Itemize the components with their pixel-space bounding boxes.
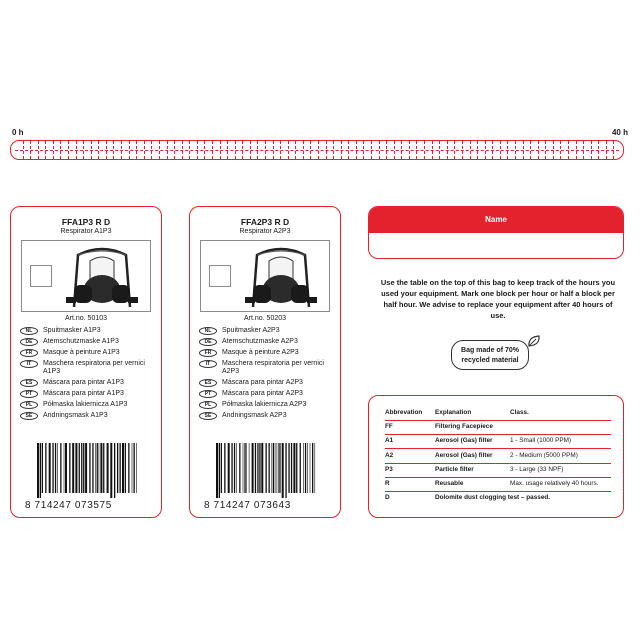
tracker-block-divider <box>242 141 243 159</box>
country-badge: IT <box>199 360 217 368</box>
country-badge: PT <box>20 390 38 398</box>
language-item <box>199 390 334 398</box>
tracker-block-divider <box>530 141 531 159</box>
language-text: Półmaska lakiernicza A1P3 <box>43 401 128 408</box>
barcode-bar <box>64 443 65 493</box>
tracker-block-divider <box>204 141 205 159</box>
barcode-bar <box>89 443 90 493</box>
language-list <box>199 327 334 423</box>
tracker-block-divider <box>174 141 175 159</box>
barcode-bar <box>117 443 118 493</box>
barcode-bar <box>303 443 304 493</box>
tracker-block-divider <box>189 141 190 159</box>
barcode-bar <box>107 443 109 493</box>
table-cell: A2 <box>385 451 394 459</box>
tracker-block-divider <box>182 141 183 159</box>
tracker-block-divider <box>113 141 114 159</box>
country-badge: DE <box>199 338 217 346</box>
barcode-bar <box>315 443 316 493</box>
barcode-bar <box>269 443 270 493</box>
tracker-block-divider <box>613 141 614 159</box>
tracker-block-divider <box>273 141 274 159</box>
barcode-bar <box>132 443 133 493</box>
barcode-image <box>216 443 316 498</box>
language-item <box>199 379 334 387</box>
tracker-block-divider <box>326 141 327 159</box>
barcode-bar <box>221 443 222 493</box>
tracker-block-divider <box>591 141 592 159</box>
barcode-bar <box>255 443 256 493</box>
tracker-block-divider <box>545 141 546 159</box>
barcode-bar <box>100 443 102 493</box>
usage-tracker[interactable] <box>10 140 624 160</box>
barcode-bar <box>278 443 279 493</box>
barcode-bar <box>259 443 260 493</box>
name-field[interactable] <box>369 233 623 258</box>
tracker-block-divider <box>492 141 493 159</box>
barcode-bar <box>122 443 124 493</box>
tracker-block-divider <box>136 141 137 159</box>
tracker-block-divider <box>129 141 130 159</box>
barcode-bar <box>300 443 301 493</box>
barcode-bar <box>40 443 41 498</box>
language-text: Andningsmask A2P3 <box>222 412 287 419</box>
barcode-bar <box>110 443 112 498</box>
barcode-bar <box>75 443 77 493</box>
tracker-block-divider <box>401 141 402 159</box>
tracker-block-divider <box>91 141 92 159</box>
tracker-block-divider <box>227 141 228 159</box>
barcode-bar <box>65 443 67 493</box>
barcode-bar <box>285 443 286 498</box>
barcode-bar <box>81 443 82 493</box>
barcode-bar <box>266 443 267 493</box>
tracker-block-divider <box>515 141 516 159</box>
barcode-bar <box>85 443 87 493</box>
tracker-block-divider <box>348 141 349 159</box>
tracker-block-divider <box>424 141 425 159</box>
table-cell: Max. usage relatively 40 hours. <box>510 480 599 487</box>
barcode-bar <box>55 443 56 493</box>
tracker-block-divider <box>295 141 296 159</box>
language-text: Masque à peinture A2P3 <box>222 349 299 356</box>
tracker-block-divider <box>606 141 607 159</box>
language-item <box>199 338 334 346</box>
tracker-block-divider <box>416 141 417 159</box>
barcode-bar <box>60 443 61 493</box>
country-badge: ES <box>20 379 38 387</box>
product-subtitle: Respirator A2P3 <box>239 228 291 235</box>
language-text: Maschera respiratoria per vernici A1P3 <box>43 360 145 375</box>
language-item <box>199 360 334 376</box>
barcode-bar <box>288 443 289 493</box>
product-card-a2p3 <box>189 206 341 518</box>
language-item <box>20 390 155 398</box>
table-cell: 1 - Small (1000 PPM) <box>510 437 572 445</box>
barcode-bar <box>305 443 306 493</box>
barcode-bar <box>312 443 313 493</box>
barcode-bar <box>296 443 297 493</box>
tracker-block-divider <box>38 141 39 159</box>
tracker-block-divider <box>477 141 478 159</box>
tracker-block-divider <box>394 141 395 159</box>
barcode-bar <box>95 443 96 493</box>
country-badge: NL <box>20 327 38 335</box>
barcode-bar <box>125 443 126 493</box>
product-subtitle: Respirator A1P3 <box>60 228 112 235</box>
tracker-block-divider <box>76 141 77 159</box>
tracker-block-divider <box>318 141 319 159</box>
product-photo-frame <box>21 240 151 312</box>
barcode-number: 8 714247 073643 <box>204 500 291 511</box>
tracker-block-divider <box>257 141 258 159</box>
barcode-bar <box>291 443 292 493</box>
barcode-bar <box>310 443 311 493</box>
table-header-cell: Class. <box>510 409 529 416</box>
barcode-bar <box>216 443 218 498</box>
tracker-block-divider <box>447 141 448 159</box>
table-row <box>385 434 611 449</box>
product-photo-frame <box>200 240 330 312</box>
language-item <box>20 349 155 357</box>
table-header-cell: Explanation <box>435 409 472 416</box>
table-cell: FF <box>385 423 393 431</box>
country-badge: PL <box>199 401 217 409</box>
tracker-block-divider <box>23 141 24 159</box>
tracker-block-divider <box>197 141 198 159</box>
tracker-block-divider <box>583 141 584 159</box>
barcode-bar <box>103 443 104 493</box>
language-text: Máscara para pintar A2P3 <box>222 390 303 397</box>
respirator-mask-image <box>239 245 323 309</box>
table-row <box>385 491 611 505</box>
language-item <box>199 412 334 420</box>
barcode-number: 8 714247 073575 <box>25 500 112 511</box>
barcode-bar <box>224 443 225 493</box>
barcode-bar <box>99 443 100 493</box>
leaf-icon <box>526 333 542 349</box>
barcode-bar <box>79 443 80 493</box>
tracker-block-divider <box>356 141 357 159</box>
language-text: Andningsmask A1P3 <box>43 412 108 419</box>
tracker-block-divider <box>462 141 463 159</box>
language-item <box>20 338 155 346</box>
barcode-bar <box>282 443 284 498</box>
tracker-block-divider <box>538 141 539 159</box>
barcode-bar <box>280 443 281 493</box>
language-item <box>20 360 155 376</box>
barcode-bar <box>128 443 129 493</box>
table-row <box>385 463 611 478</box>
article-number: Art.no. 50103 <box>64 315 108 322</box>
table-header-cell: Abbrevation <box>385 409 423 416</box>
tracker-block-divider <box>280 141 281 159</box>
tracker-block-divider <box>45 141 46 159</box>
tracker-block-divider <box>159 141 160 159</box>
barcode-bar <box>244 443 245 493</box>
country-badge: NL <box>199 327 217 335</box>
tracker-block-divider <box>144 141 145 159</box>
tracker-start-label: 0 h <box>12 128 24 137</box>
barcode-bar <box>257 443 258 493</box>
tracker-block-divider <box>83 141 84 159</box>
tracker-block-divider <box>106 141 107 159</box>
language-item <box>20 401 155 409</box>
table-cell: P3 <box>385 465 393 473</box>
tracker-block-divider <box>485 141 486 159</box>
tracker-block-divider <box>167 141 168 159</box>
language-text: Atemschutzmaske A1P3 <box>43 338 119 345</box>
country-badge: DE <box>20 338 38 346</box>
table-cell: Particle filter <box>435 465 474 473</box>
country-badge: ES <box>199 379 217 387</box>
language-item <box>20 412 155 420</box>
table-row <box>385 449 611 464</box>
tracker-block-divider <box>507 141 508 159</box>
barcode-image <box>37 443 137 498</box>
language-item <box>199 349 334 357</box>
barcode-bar <box>57 443 58 493</box>
barcode-bar <box>272 443 273 493</box>
table-cell: Filtering Facepiece <box>435 423 493 431</box>
table-cell: R <box>385 480 390 487</box>
tracker-block-divider <box>333 141 334 159</box>
tracker-block-divider <box>553 141 554 159</box>
barcode-bar <box>245 443 246 493</box>
tracker-block-divider <box>598 141 599 159</box>
tracker-block-divider <box>30 141 31 159</box>
country-badge: FR <box>20 349 38 357</box>
product-checkbox[interactable] <box>209 265 231 287</box>
table-header-row <box>385 406 611 421</box>
barcode-bar <box>52 443 53 493</box>
table-cell: 2 - Medium (5000 PPM) <box>510 451 578 459</box>
barcode-bar <box>243 443 244 493</box>
article-number: Art.no. 50203 <box>243 315 287 322</box>
tracker-end-label: 40 h <box>611 128 628 137</box>
barcode-bar <box>261 443 263 493</box>
language-text: Spuitmasker A1P3 <box>43 327 101 334</box>
barcode-bar <box>249 443 250 493</box>
barcode-bar <box>236 443 237 493</box>
tracker-block-divider <box>439 141 440 159</box>
barcode-bar <box>134 443 135 493</box>
tracker-block-divider <box>363 141 364 159</box>
language-text: Maschera respiratoria per vernici A2P3 <box>222 360 324 375</box>
barcode-bar <box>231 443 232 493</box>
table-cell: Aerosol (Gas) filter <box>435 437 493 445</box>
language-item <box>20 327 155 335</box>
barcode-bar <box>228 443 230 493</box>
tracker-block-divider <box>265 141 266 159</box>
country-badge: FR <box>199 349 217 357</box>
barcode-bar <box>42 443 43 493</box>
tracker-block-divider <box>235 141 236 159</box>
product-card-a1p3 <box>10 206 162 518</box>
tracker-block-divider <box>121 141 122 159</box>
table-cell: D <box>385 494 390 502</box>
tracker-block-divider <box>68 141 69 159</box>
language-item <box>20 379 155 387</box>
barcode-bar <box>136 443 137 493</box>
usage-instructions: Use the table on the top of this bag to keep track of the hours you used your equipment. Mark one block per hour or half a block per half hour. We advise to replace your equipment after 40 hours of use. <box>380 278 616 320</box>
language-text: Spuitmasker A2P3 <box>222 327 280 334</box>
tracker-block-divider <box>371 141 372 159</box>
language-text: Máscara para pintar A1P3 <box>43 379 124 386</box>
country-badge: SE <box>20 412 38 420</box>
name-box <box>368 206 624 259</box>
barcode-bar <box>49 443 51 493</box>
tracker-block-divider <box>500 141 501 159</box>
tracker-block-divider <box>523 141 524 159</box>
language-list <box>20 327 155 423</box>
recycled-material-badge <box>451 340 529 370</box>
language-text: Atemschutzmaske A2P3 <box>222 338 298 345</box>
table-cell: 3 - Large (33 NPF) <box>510 465 564 473</box>
recycled-line-2: recycled material <box>461 357 519 364</box>
country-badge: PT <box>199 390 217 398</box>
country-badge: PL <box>20 401 38 409</box>
language-text: Máscara para pintar A2P3 <box>222 379 303 386</box>
tracker-block-divider <box>53 141 54 159</box>
respirator-mask-image <box>60 245 144 309</box>
product-title: FFA2P3 R D <box>240 217 290 227</box>
barcode-bar <box>45 443 46 493</box>
tracker-block-divider <box>379 141 380 159</box>
barcode-bar <box>114 443 115 498</box>
product-checkbox[interactable] <box>30 265 52 287</box>
tracker-block-divider <box>341 141 342 159</box>
table-cell: Dolomite dust clogging test – passed. <box>435 494 551 502</box>
barcode-bar <box>219 443 220 498</box>
country-badge: IT <box>20 360 38 368</box>
barcode-bar <box>92 443 93 493</box>
tracker-block-divider <box>454 141 455 159</box>
tracker-block-divider <box>568 141 569 159</box>
country-badge: SE <box>199 412 217 420</box>
barcode-bar <box>273 443 274 493</box>
language-text: Máscara para pintar A1P3 <box>43 390 124 397</box>
tracker-block-divider <box>409 141 410 159</box>
tracker-block-divider <box>470 141 471 159</box>
barcode-bar <box>234 443 235 493</box>
barcode-bar <box>97 443 98 493</box>
barcode-bar <box>277 443 278 493</box>
tracker-block-divider <box>98 141 99 159</box>
barcode-bar <box>120 443 121 493</box>
recycled-line-1: Bag made of 70% <box>461 347 519 354</box>
barcode-bar <box>72 443 74 493</box>
table-row <box>385 420 611 435</box>
barcode-bar <box>293 443 295 493</box>
tracker-block-divider <box>212 141 213 159</box>
tracker-block-divider <box>250 141 251 159</box>
language-item <box>199 327 334 335</box>
table-cell: Aerosol (Gas) filter <box>435 451 493 459</box>
tracker-block-divider <box>220 141 221 159</box>
table-cell: Reusable <box>435 480 464 487</box>
tracker-block-divider <box>60 141 61 159</box>
barcode-bar <box>252 443 254 493</box>
name-label: Name <box>369 207 623 233</box>
tracker-block-divider <box>432 141 433 159</box>
tracker-block-divider <box>576 141 577 159</box>
product-title: FFA1P3 R D <box>61 217 111 227</box>
tracker-block-divider <box>151 141 152 159</box>
tracker-block-divider <box>386 141 387 159</box>
barcode-bar <box>37 443 39 498</box>
tracker-block-divider <box>310 141 311 159</box>
barcode-bar <box>239 443 240 493</box>
table-row <box>385 477 611 492</box>
tracker-block-divider <box>560 141 561 159</box>
table-cell: A1 <box>385 437 394 445</box>
barcode-bar <box>275 443 276 493</box>
barcode-bar <box>83 443 84 493</box>
barcode-bar <box>69 443 70 493</box>
barcode-bar <box>307 443 308 493</box>
tracker-block-divider <box>288 141 289 159</box>
abbreviation-table <box>368 395 624 518</box>
language-text: Półmaska lakiernicza A2P3 <box>222 401 307 408</box>
tracker-block-divider <box>303 141 304 159</box>
language-item <box>199 401 334 409</box>
language-text: Masque à peinture A1P3 <box>43 349 120 356</box>
